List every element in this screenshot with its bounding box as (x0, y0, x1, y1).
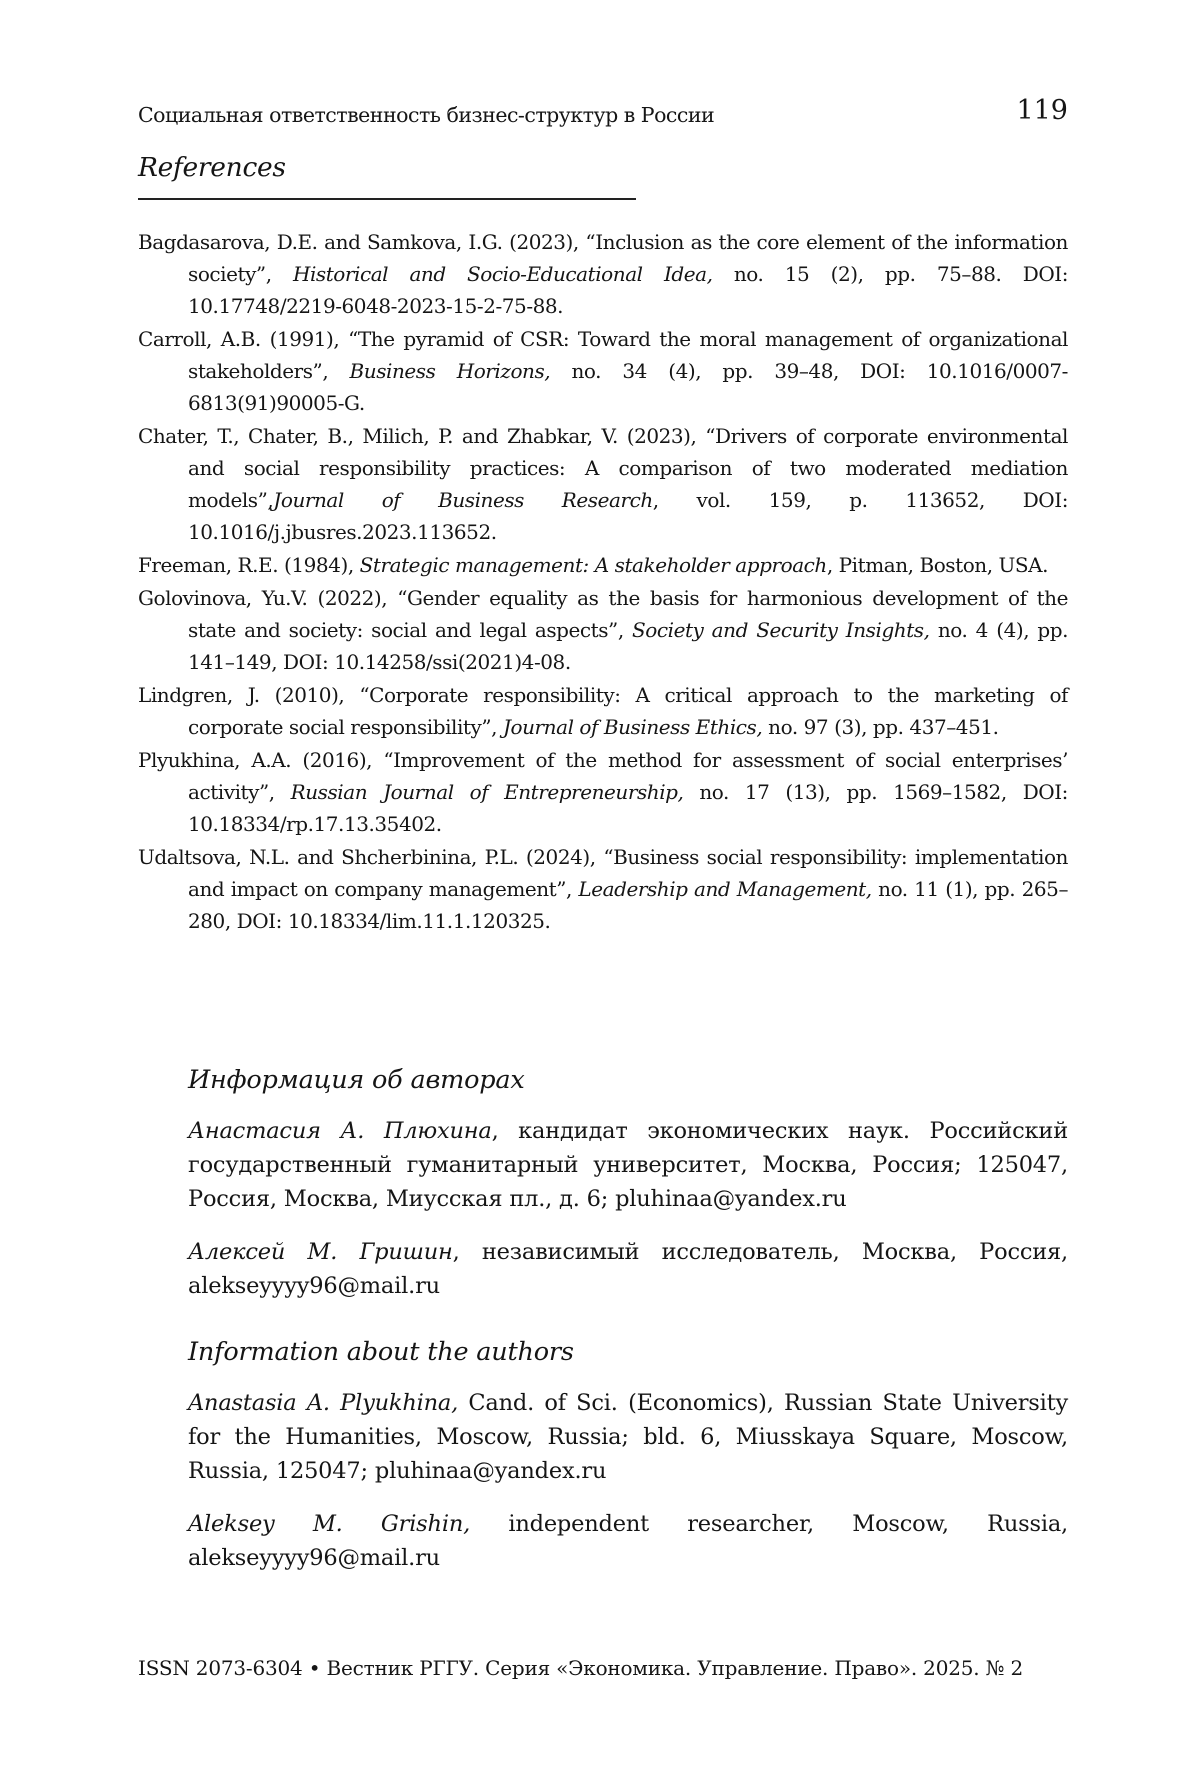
author-en-1-details: Cand. of Sci. (Economics), Russian State University for the Humanities, Moscow, Russia; bld. 6, Miusskaya Square, Moscow, Russia, 125047; pluhinaa@yandex.ru (188, 1390, 1068, 1484)
authors-ru-heading-block (188, 1065, 1068, 1095)
reference-text: Bagdasarova, D.E. and Samkova, I.G. (2023), “Inclusion as the core element of the information society”, (138, 230, 1068, 286)
reference-source: Historical and Socio-Educational Idea, (293, 262, 713, 286)
reference-details: no. 4 (4), pp. 141–149, DOI: 10.14258/ssi(2021)4-08. (188, 618, 1068, 674)
author-ru-1-details: , кандидат экономических наук. Российский государственный гуманитарный университет, Москва, Россия; 125047, Россия, Москва, Миусская пл., д. 6; pluhinaa@yandex.ru (188, 1118, 1068, 1212)
author-en-1-paragraph (188, 1386, 1068, 1488)
reference-text: Plyukhina, A.A. (2016), “Improvement of the method for assessment of social enterprises’ activity”, (138, 748, 1068, 804)
reference-list (138, 226, 1068, 938)
reference-source: Journal of Business Ethics, (503, 715, 762, 739)
reference-source: Journal of Business Research (273, 488, 652, 512)
reference-item (138, 226, 1068, 322)
reference-item (138, 582, 1068, 678)
author-en-1-name: Anastasia A. Plyukhina, (188, 1390, 458, 1416)
running-head (138, 95, 1068, 135)
reference-item (138, 679, 1068, 743)
authors-en-heading: Information about the authors (188, 1337, 1068, 1367)
reference-item (138, 420, 1068, 548)
reference-text: Chater, T., Chater, B., Milich, P. and Zhabkar, V. (2023), “Drivers of corporate environmental and social responsibility practices: A comparison of two moderated mediation models”, (138, 424, 1068, 512)
reference-details: no. 97 (3), pp. 437–451. (762, 715, 998, 739)
reference-item (138, 323, 1068, 419)
reference-item (138, 841, 1068, 937)
references-heading: References (138, 152, 286, 183)
page-number: 119 (1016, 95, 1068, 126)
reference-details: no. 15 (2), pp. 75–88. DOI: 10.17748/2219-6048-2023-15-2-75-88. (188, 262, 1068, 318)
reference-source: Russian Journal of Entrepreneurship, (291, 780, 684, 804)
author-en-2-details: independent researcher, Moscow, Russia, alekseyyyy96@mail.ru (188, 1511, 1068, 1571)
author-ru-2-paragraph (188, 1235, 1068, 1303)
reference-source: Strategic management: A stakeholder approach (360, 553, 827, 577)
authors-en-heading-block (188, 1337, 1068, 1367)
author-ru-1-paragraph (188, 1114, 1068, 1216)
reference-text: Freeman, R.E. (1984), (138, 553, 360, 577)
references-rule (138, 198, 636, 200)
author-en-2-paragraph (188, 1507, 1068, 1575)
author-ru-2 (188, 1235, 1068, 1303)
running-head-title: Социальная ответственность бизнес-структур в России (138, 103, 714, 127)
reference-text: Lindgren, J. (2010), “Corporate responsibility: A critical approach to the marketing of corporate social responsibility”, (138, 683, 1068, 739)
reference-details: no. 17 (13), pp. 1569–1582, DOI: 10.18334/rp.17.13.35402. (188, 780, 1068, 836)
author-ru-2-name: Алексей М. Гришин (188, 1239, 453, 1265)
author-en-2 (188, 1507, 1068, 1575)
page (138, 0, 1068, 1780)
author-en-2-name: Aleksey M. Grishin, (188, 1511, 470, 1537)
reference-details: no. 34 (4), pp. 39–48, DOI: 10.1016/0007-6813(91)90005-G. (188, 359, 1068, 415)
reference-text: Golovinova, Yu.V. (2022), “Gender equality as the basis for harmonious development of the state and society: social and legal aspects”, (138, 586, 1068, 642)
reference-text: Udaltsova, N.L. and Shcherbinina, P.L. (2024), “Business social responsibility: implementation and impact on company management”, (138, 845, 1068, 901)
author-ru-1 (188, 1114, 1068, 1216)
reference-item (138, 744, 1068, 840)
page-footer: ISSN 2073-6304 • Вестник РГГУ. Серия «Экономика. Управление. Право». 2025. № 2 (138, 1656, 1023, 1680)
reference-text: Carroll, A.B. (1991), “The pyramid of CSR: Toward the moral management of organizational stakeholders”, (138, 327, 1068, 383)
authors-ru-heading: Информация об авторах (188, 1065, 1068, 1095)
reference-details: , vol. 159, p. 113652, DOI: 10.1016/j.jbusres.2023.113652. (188, 488, 1068, 544)
reference-details: no. 11 (1), pp. 265–280, DOI: 10.18334/lim.11.1.120325. (188, 877, 1068, 933)
reference-source: Society and Security Insights, (632, 618, 930, 642)
author-ru-1-name: Анастасия А. Плюхина (188, 1118, 492, 1144)
reference-item (138, 549, 1068, 581)
author-en-1 (188, 1386, 1068, 1488)
reference-details: , Pitman, Boston, USA. (827, 553, 1048, 577)
reference-source: Business Horizons, (350, 359, 551, 383)
reference-source: Leadership and Management, (578, 877, 871, 901)
author-ru-2-details: , независимый исследователь, Москва, Россия, alekseyyyy96@mail.ru (188, 1239, 1068, 1299)
